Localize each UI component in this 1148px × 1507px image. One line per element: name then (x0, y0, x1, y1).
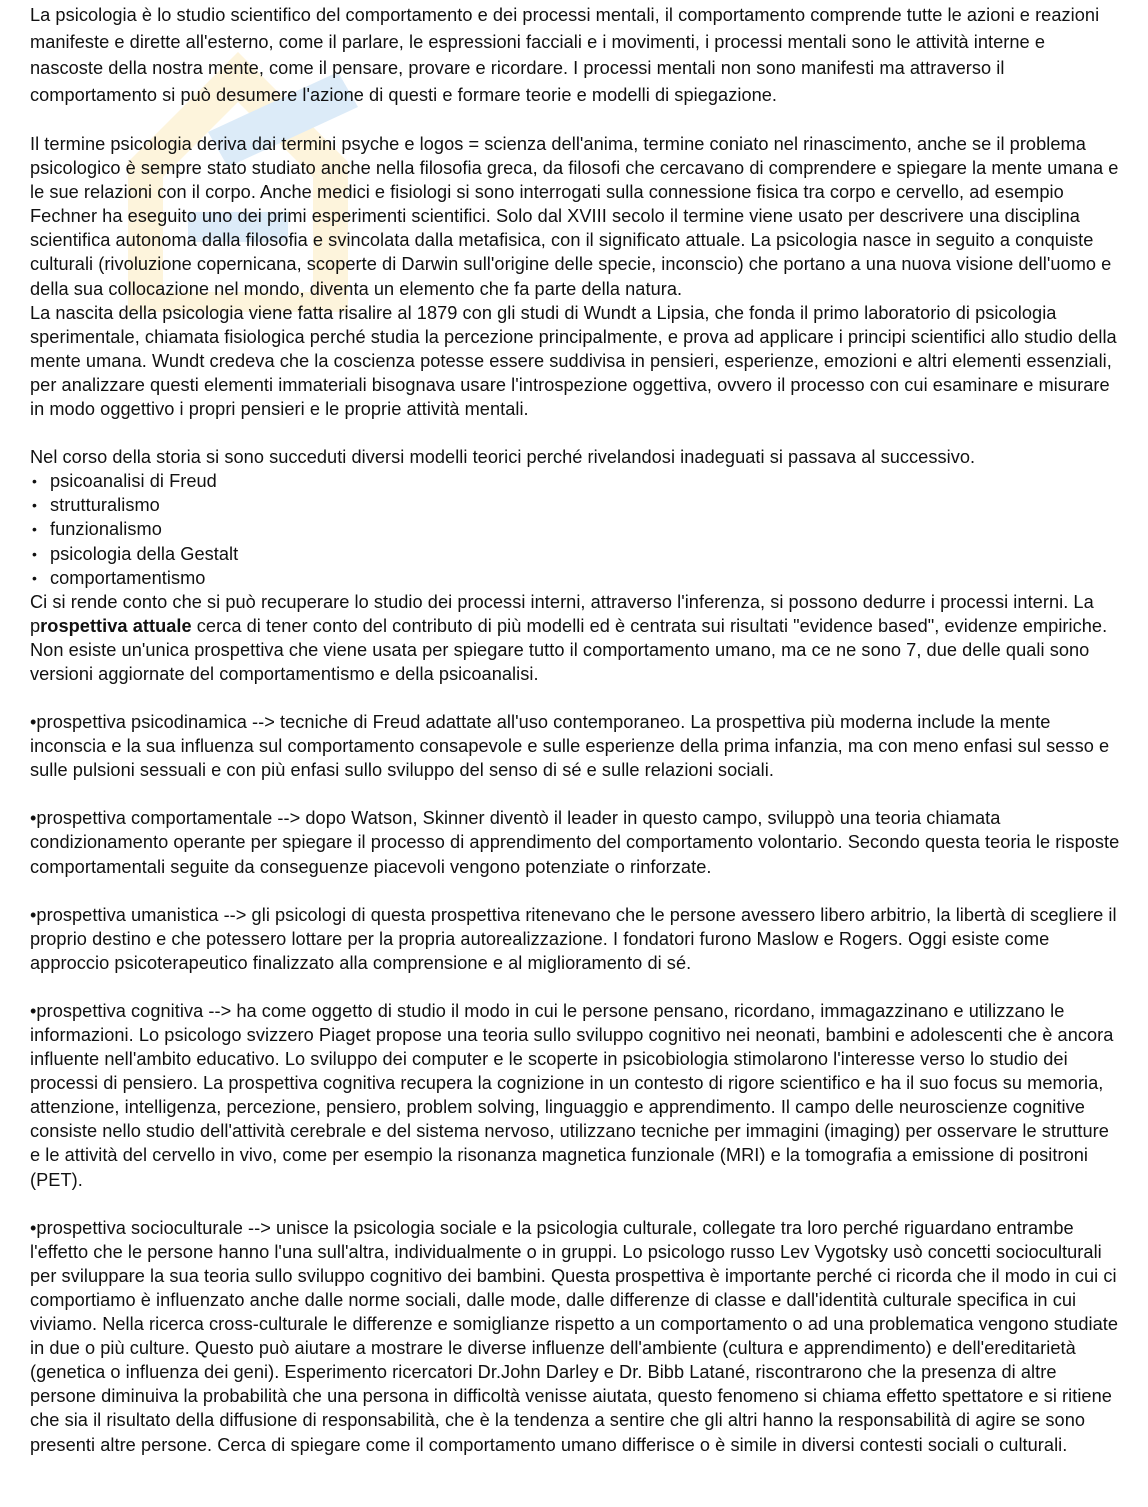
perspective-umanistica: •prospettiva umanistica --> gli psicologi di questa prospettiva ritenevano che le persone avessero libero arbitrio, la libertà di scegliere il proprio destino e che potessero lottare per la propria autorealizzazione. I fondatori furono Maslow e Rogers. Oggi esiste come approccio psicoterapeutico finalizzato alla comprensione e al miglioramento di sé. (30, 904, 1117, 973)
list-item: • psicologia della Gestalt (30, 542, 1122, 566)
perspective-comportamentale: •prospettiva comportamentale --> dopo Watson, Skinner diventò il leader in questo campo, sviluppò una teoria chiamata condizionamento operante per spiegare il processo di apprendimento del comportamento volontario. Secondo questa teoria le risposte comportamentali seguite da conseguenze piacevoli vengono potenziate o rinforzate. (30, 808, 1120, 877)
perspective-psicodinamica: •prospettiva psicodinamica --> tecniche di Freud adattate all'uso contemporaneo. La prospettiva più moderna include la mente inconscia e la sua influenza sul comportamento consapevole e sulle esperienze della prima infanzia, ma con meno enfasi sul sesso e sulle pulsioni sessuali e con più enfasi sullo sviluppo del senso di sé e sulle relazioni sociali. (30, 712, 1110, 781)
history-origin-paragraph: Il termine psicologia deriva dai termini psyche e logos = scienza dell'anima, termine coniato nel rinascimento, anche se il problema psicologico è sempre stato studiato anche nella filosofia greca, da filosofi che cercavano di comprendere e spiegare la mente umana e le sue relazioni con il corpo. Anche medici e fisiologi si sono interrogati sulla connessione fisica tra corpo e cervello, ad esempio Fechner ha eseguito uno dei primi esperimenti scientifici. Solo dal XVIII secolo il termine viene usato per descrivere una disciplina scientifica autonoma dalla filosofia e svincolata dalla metafisica, con il significato attuale. La psicologia nasce in seguito a conquiste culturali (rivoluzione copernicana, scoperte di Darwin sull'origine delle specie, inconscio) che portano a una nuova visione dell'uomo e della sua collocazione nel mondo, diventa un elemento che fa parte della natura. (30, 134, 1119, 299)
models-intro: Nel corso della storia si sono succeduti diversi modelli teorici perché rivelandosi inadeguati si passava al successivo. (30, 447, 976, 468)
perspective-cognitiva: •prospettiva cognitiva --> ha come oggetto di studio il modo in cui le persone pensano, ricordano, immagazzinano e utilizzano le informazioni. Lo psicologo svizzero Piaget propose una teoria sullo sviluppo cognitivo nei neonati, bambini e adolescenti che è ancora influente nell'ambito educativo. Lo sviluppo dei computer e le scoperte in psicobiologia stimolarono l'interesse verso lo studio dei processi di pensiero. La prospettiva cognitiva recupera la cognizione in un contesto di rigore scientifico e ha il suo focus su memoria, attenzione, intelligenza, percezione, pensiero, problem solving, linguaggio e apprendimento. Il campo delle neuroscienze cognitive consiste nello studio dell'attività cerebrale e del sistema nervoso, utilizzano tecniche per immagini (imaging) per osservare le strutture e le attività del cervello in vivo, come per esempio la risonanza magnetica funzionale (MRI) e la tomografia a emissione di positroni (PET). (30, 1000, 1114, 1190)
models-list (30, 469, 1122, 589)
current-perspective-text-b: cerca di tener conto del contributo di più modelli ed è centrata sui risultati "evidence based", evidenze empiriche. Non esiste un'unica prospettiva che viene usata per spiegare tutto il comportamento umano, ma ce ne sono 7, due delle quali sono versioni aggiornate del comportamentismo e della psicoanalisi. (30, 615, 1108, 684)
intro-paragraph: La psicologia è lo studio scientifico del comportamento e dei processi mentali, il comportamento comprende tutte le azioni e reazioni manifeste e dirette all'esterno, come il parlare, le espressioni facciali e i movimenti, i processi mentali sono le attività interne e nascoste della nostra mente, come il pensare, provare e ricordare. I processi mentali non sono manifesti ma attraverso il comportamento si può desumere l'azione di questi e formare teorie e modelli di spiegazione. (30, 5, 1100, 105)
current-perspective-text-a: Ci si rende conto che si può recuperare lo studio dei processi interni, attraverso l'inferenza, si possono dedurre i processi interni. La p (30, 591, 1094, 636)
history-wundt-paragraph: La nascita della psicologia viene fatta risalire al 1879 con gli studi di Wundt a Lipsia, che fonda il primo laboratorio di psicologia sperimentale, chiamata fisiologica perché studia la percezione principalmente, e prova ad applicare i principi scientifici allo studio della mente umana. Wundt credeva che la coscienza potesse essere suddivisa in pensieri, esperienze, emozioni e altri elementi essenziali, per analizzare questi elementi immateriali bisognava usare l'introspezione oggettiva, ovvero il processo con cui esaminare e misurare in modo oggettivo i propri pensieri e le proprie attività mentali. (30, 302, 1117, 420)
list-item: • comportamentismo (30, 566, 1122, 590)
perspective-socioculturale: •prospettiva socioculturale --> unisce la psicologia sociale e la psicologia culturale, collegate tra loro perché riguardano entrambe l'effetto che le persone hanno l'una sull'altra, individualmente o in gruppi. Lo psicologo russo Lev Vygotsky usò concetti socioculturali per sviluppare la sua teoria sullo sviluppo cognitivo dei bambini. Questa prospettiva è importante perché ci ricorda che il modo in cui ci comportiamo è influenzato anche dalle norme sociali, dalle mode, dalle differenze di classe e dall'identità culturale specifica in cui viviamo. Nella ricerca cross-culturale le differenze e somiglianze rispetto a un comportamento o ad una problematica vengono studiate in due o più culture. Questo può aiutare a mostrare le diverse influenze dell'ambiente (cultura e apprendimento) e dell'ereditarietà (genetica o influenza dei geni). Esperimento ricercatori Dr.John Darley e Dr. Bibb Latané, riscontrarono che la presenza di altre persone diminuiva la probabilità che una persona in difficoltà venisse aiutata, questo fenomeno si chiama effetto spettatore e si ritiene che sia il risultato della diffusione di responsabilità, che è la tendenza a sentire che gli altri hanno la responsabilità di agire se sono presenti altre persone. Cerca di spiegare come il comportamento umano differisce o è simile in diversi contesti sociali o culturali. (30, 1217, 1119, 1455)
list-item: • psicoanalisi di Freud (30, 469, 1122, 493)
document-page (30, 2, 1122, 1457)
list-item: • strutturalismo (30, 493, 1122, 517)
list-item: • funzionalismo (30, 517, 1122, 541)
current-perspective-bold: rospettiva attuale (40, 615, 192, 636)
current-perspective-paragraph (30, 590, 1122, 686)
